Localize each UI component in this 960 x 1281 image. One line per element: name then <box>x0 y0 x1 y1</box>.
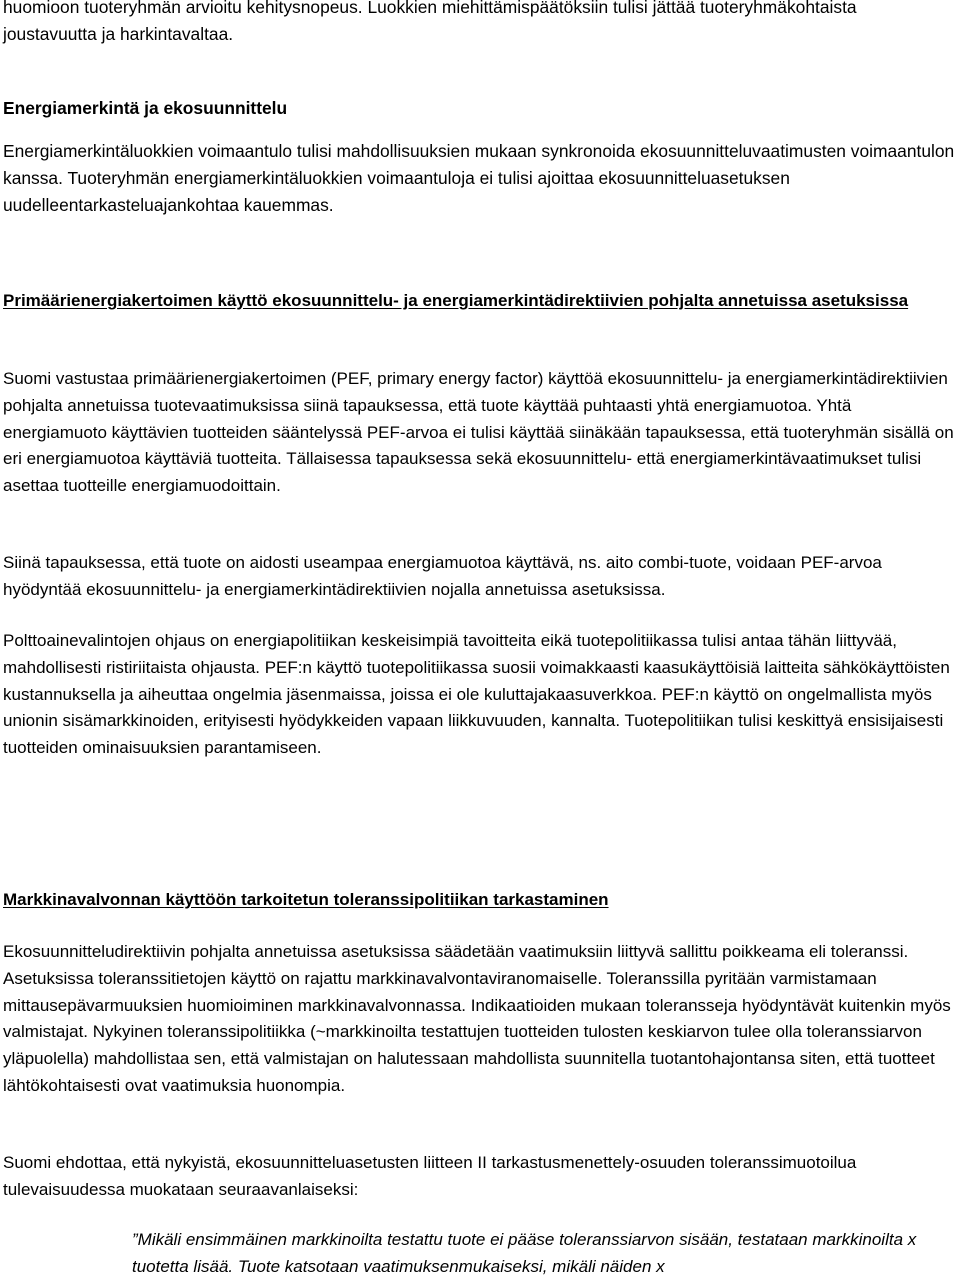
paragraph-pef-combi: Siinä tapauksessa, että tuote on aidosti useampaa energiamuotoa käyttävä, ns. aito combi-tuote, voidaan PEF-arvoa hyödyntää ekosuunnittelu- ja energiamerkintädirektiivien nojalla annetuissa asetuksissa. <box>3 553 882 599</box>
paragraph-energy-labelling: Energiamerkintäluokkien voimaantulo tulisi mahdollisuuksien mukaan synkronoida ekosuunnitteluvaatimusten voimaantulon kanssa. Tuoteryhmän energiamerkintäluokkien voimaantuloja ei tulisi ajoittaa ekosuunnitteluasetuksen uudelleentarkasteluajankohtaa kauemmas. <box>3 141 955 215</box>
section-heading-primary-energy-factor: Primäärienergiakertoimen käyttö ekosuunnittelu- ja energiamerkintädirektiivien pohjalta annetuissa asetuksissa <box>3 291 909 310</box>
paragraph-pef-position: Suomi vastustaa primäärienergiakertoimen (PEF, primary energy factor) käyttöä ekosuunnittelu- ja energiamerkintädirektiivien pohjalta annetuissa tuotevaatimuksissa siinä tapauksessa, että tuote käyttää puhtaasti yhtä energiamuotoa. Yhtä energiamuoto käyttävien tuotteiden sääntelyssä PEF-arvoa ei tulisi käyttää siinäkään tapauksessa, että tuoteryhmän sisällä on eri energiamuotoa käyttäviä tuotteita. Tällaisessa tapauksessa sekä ekosuunnittelu- että energiamerkintävaatimukset tulisi asettaa tuotteille energiamuodoittain. <box>3 369 954 496</box>
section-heading-energy-labelling: Energiamerkintä ja ekosuunnittelu <box>3 98 288 118</box>
paragraph-finland-proposal: Suomi ehdottaa, että nykyistä, ekosuunnitteluasetusten liitteen II tarkastusmenettely-osuuden toleranssimuotoilua tulevaisuudessa muokataan seuraavanlaiseksi: <box>3 1153 857 1199</box>
intro-continuation-paragraph: huomioon tuoteryhmän arvioitu kehitysnopeus. Luokkien miehittämispäätöksiin tulisi jättää tuoteryhmäkohtaista joustavuutta ja harkintavaltaa. <box>3 0 857 44</box>
paragraph-pef-fuel-choice: Polttoainevalintojen ohjaus on energiapolitiikan keskeisimpiä tavoitteita eikä tuotepolitiikassa tulisi antaa tähän liittyvää, mahdollisesti ristiriitaista ohjausta. PEF:n käyttö tuotepolitiikassa suosii voimakkaasti kaasukäyttöisiä laitteita sähkökäyttöisten kustannuksella ja aiheuttaa ongelmia jäsenmaissa, joissa ei ole kuluttajakaasuverkkoa. PEF:n käyttö on ongelmallista myös unionin sisämarkkinoiden, erityisesti hyödykkeiden vapaan liikkuvuuden, kannalta. Tuotepolitiikan tulisi keskittyä ensisijaisesti tuotteiden ominaisuuksien parantamiseen. <box>3 631 950 758</box>
quoted-proposal-text: ”Mikäli ensimmäinen markkinoilta testattu tuote ei pääse toleranssiarvon sisään, testataan markkinoilta x tuotetta lisää. Tuote katsotaan vaatimuksenmukaiseksi, mikäli näiden x <box>132 1230 917 1276</box>
section-heading-tolerance-policy: Markkinavalvonnan käyttöön tarkoitetun toleranssipolitiikan tarkastaminen <box>3 890 609 909</box>
paragraph-tolerance-policy: Ekosuunnitteludirektiivin pohjalta annetuissa asetuksissa säädetään vaatimuksiin liittyvä sallittu poikkeama eli toleranssi. Asetuksissa toleranssitietojen käyttö on rajattu markkinavalvontaviranomaiselle. Toleranssilla pyritään varmistamaan mittausepävarmuuksien huomioiminen markkinavalvonnassa. Indikaatioiden mukaan toleransseja hyödyntävät kuitenkin myös valmistajat. Nykyinen toleranssipolitiikka (~markkinoilta testattujen tuotteiden tulosten keskiarvon tulee olla toleranssiarvon yläpuolella) mahdollistaa sen, että valmistajan on halutessaan mahdollista suunnitella tuotantohajontansa siten, että tuotteet lähtökohtaisesti ovat vaatimuksia huonompia. <box>3 942 951 1095</box>
